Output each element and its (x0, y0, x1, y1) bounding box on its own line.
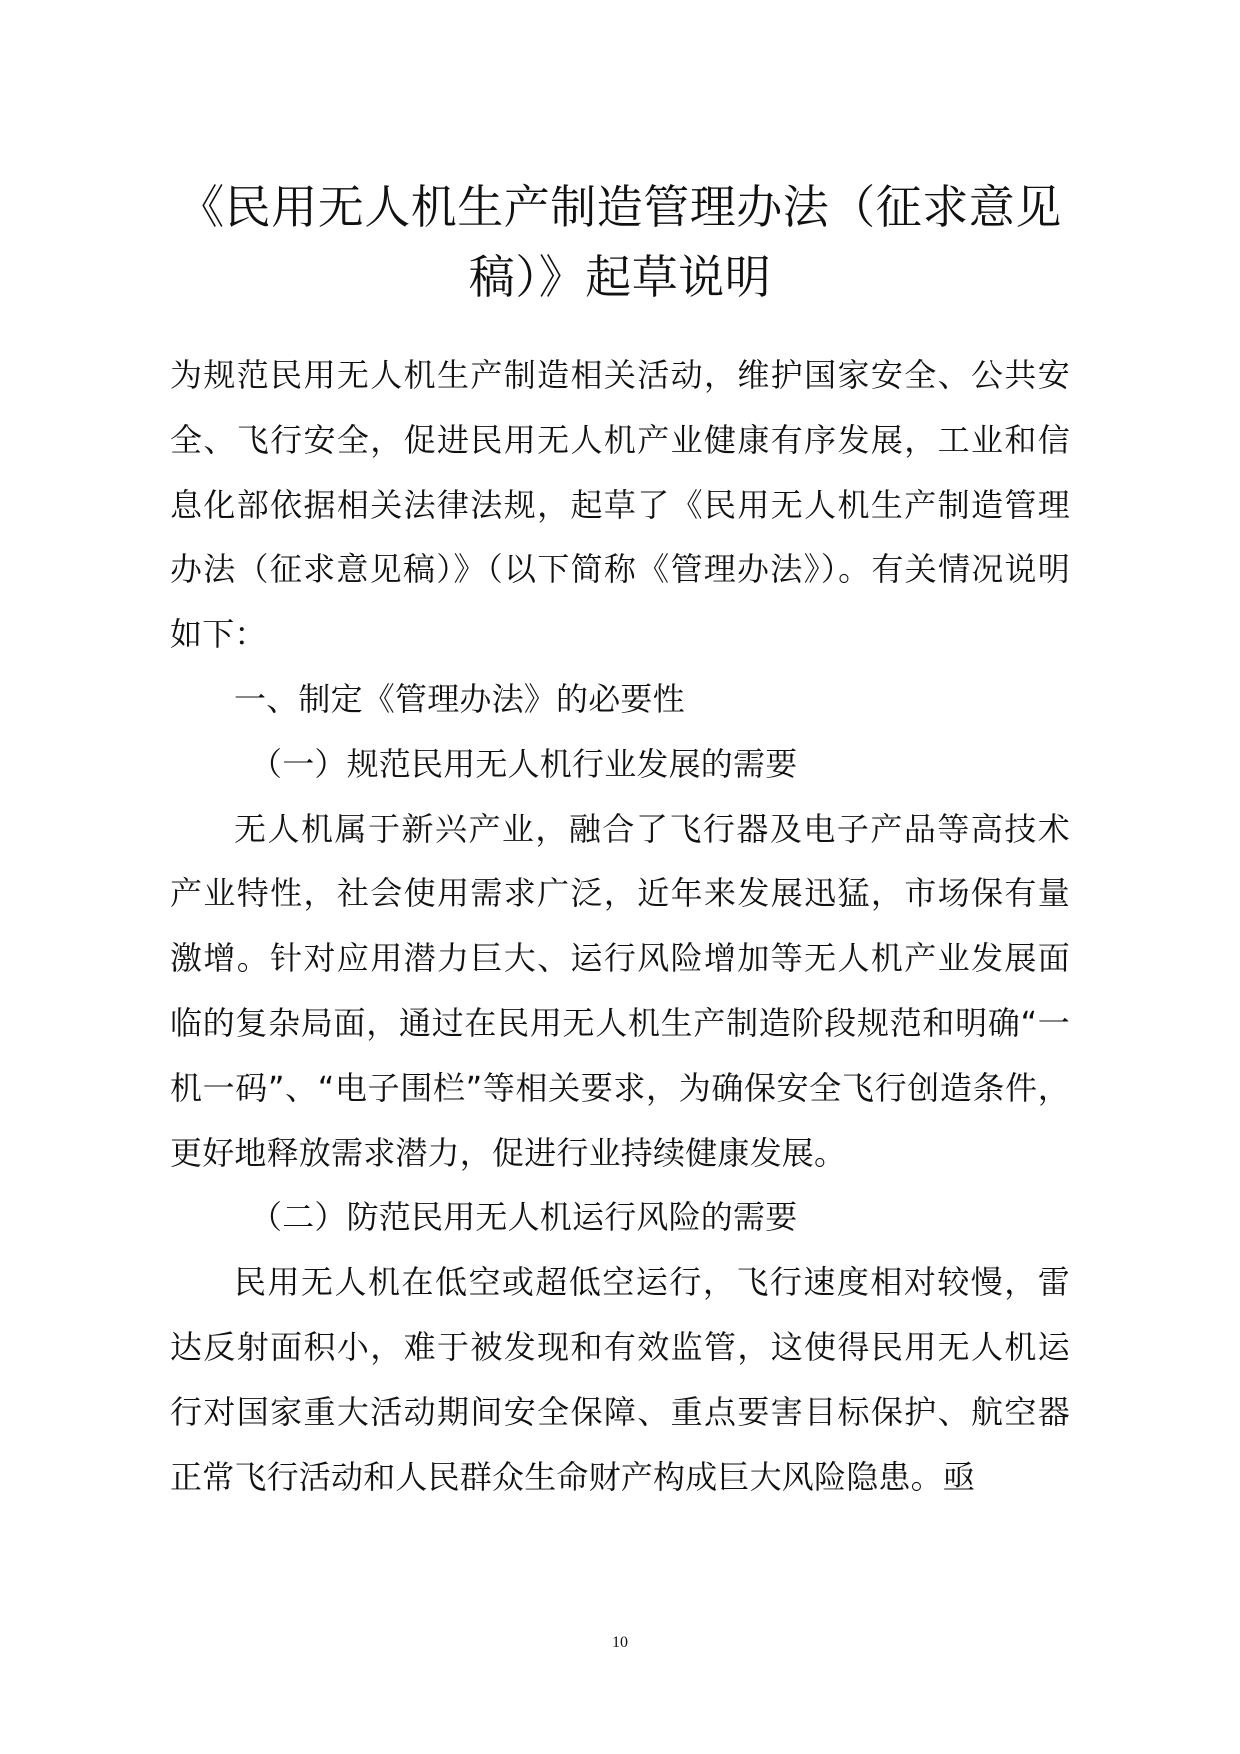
subsection-heading-1: （一）规范民用无人机行业发展的需要 (250, 744, 798, 783)
body-paragraph-1: 无人机属于新兴产业，融合了飞行器及电子产品等高技术产业特性，社会使用需求广泛，近年来发展迅猛，市场保有量激增。针对应用潜力巨大、运行风险增加等无人机产业发展面临的复杂局面，通过在民用无人机生产制造阶段规范和明确“一机一码”、“电子围栏”等相关要求，为确保安全飞行创造条件，更好地释放需求潜力，促进行业持续健康发展。 (170, 809, 1070, 1172)
section-heading-1: 一、制定《管理办法》的必要性 (234, 679, 685, 718)
subsection-heading-2: （二）防范民用无人机运行风险的需要 (250, 1198, 798, 1237)
document-title: 《民用无人机生产制造管理办法（征求意见稿）》起草说明 (178, 180, 1062, 304)
page-number: 10 (612, 1634, 628, 1651)
intro-paragraph: 为规范民用无人机生产制造相关活动，维护国家安全、公共安全、飞行安全，促进民用无人机产业健康有序发展，工业和信息化部依据相关法律法规，起草了《民用无人机生产制造管理办法（征求意见稿）》（以下简称《管理办法》）。有关情况说明如下： (170, 356, 1070, 654)
document-body (170, 343, 1070, 1509)
body-paragraph-2: 民用无人机在低空或超低空运行，飞行速度相对较慢，雷达反射面积小，难于被发现和有效监管，这使得民用无人机运行对国家重大活动期间安全保障、重点要害目标保护、航空器正常飞行活动和人民群众生命财产构成巨大风险隐患。亟 (170, 1263, 1070, 1496)
